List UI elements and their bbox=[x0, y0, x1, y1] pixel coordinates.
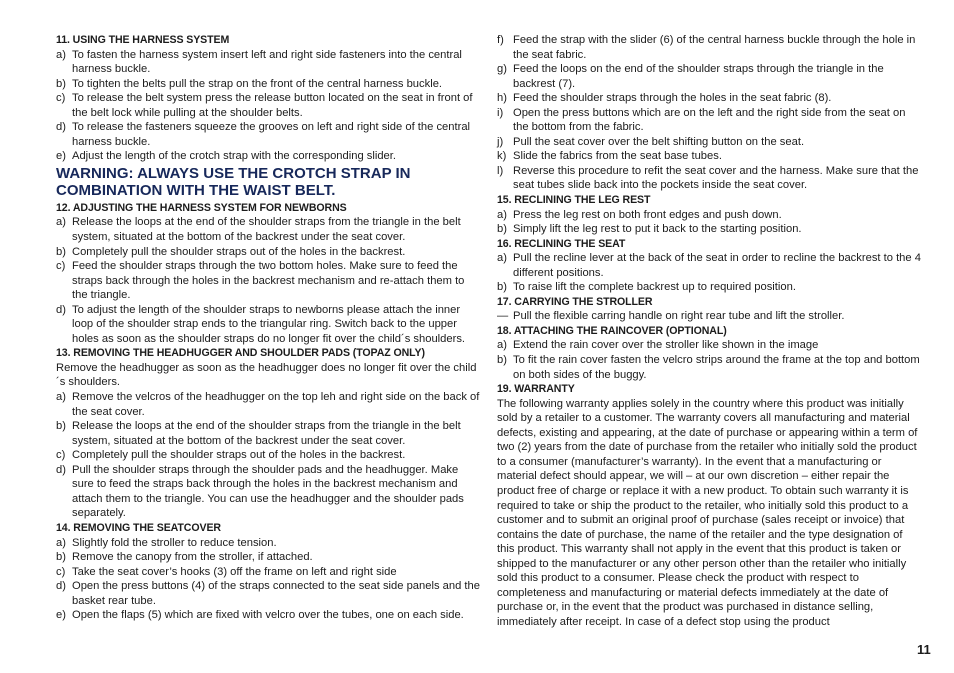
list-item bbox=[56, 259, 480, 303]
section-heading: 13. REMOVING THE HEADHUGGER AND SHOULDER PADS (TOPAZ ONLY) bbox=[56, 347, 425, 360]
list-item-label: i) bbox=[497, 106, 504, 119]
list-item bbox=[497, 251, 921, 280]
list-item-label: a) bbox=[56, 391, 66, 404]
list-item-label: b) bbox=[56, 245, 66, 258]
list-item-text: Slightly fold the stroller to reduce tension. bbox=[72, 536, 277, 549]
list-item-label: a) bbox=[497, 339, 507, 352]
list-item bbox=[497, 309, 921, 324]
list-item bbox=[497, 280, 921, 295]
list-item-label: b) bbox=[497, 223, 507, 236]
list-item-text: Extend the rain cover over the stroller like shown in the image bbox=[513, 339, 819, 352]
warning-heading: WARNING: ALWAYS USE THE CROTCH STRAP IN COMBINATION WITH THE WAIST BELT. bbox=[56, 164, 411, 200]
page-number: 11 bbox=[917, 642, 931, 657]
section-heading: 14. REMOVING THE SEATCOVER bbox=[56, 521, 221, 534]
list-item bbox=[56, 536, 480, 551]
list-item-label: g) bbox=[497, 63, 507, 76]
list-item-text: To adjust the length of the shoulder straps to newborns please attach the inner loop of the shoulder strap ends to the triangular ring. Switch back to the upper holes as soon as the shoulder straps do no longer fit over the child´s shoulders. bbox=[72, 303, 466, 345]
section-heading: 17. CARRYING THE STROLLER bbox=[497, 295, 653, 308]
list-item bbox=[497, 338, 921, 353]
list-item-label: l) bbox=[497, 164, 504, 177]
list-item-label: j) bbox=[497, 135, 504, 148]
list-item-text: Feed the shoulder straps through the holes in the seat fabric (8). bbox=[513, 92, 832, 105]
left-column bbox=[56, 33, 480, 623]
list-item-text: To raise lift the complete backrest up to required position. bbox=[513, 281, 796, 294]
list-item bbox=[56, 77, 480, 92]
list-item-text: Take the seat cover’s hooks (3) off the frame on left and right side bbox=[72, 565, 397, 578]
list-item bbox=[497, 149, 921, 164]
list-item-text: Pull the shoulder straps through the shoulder pads and the headhugger. Make sure to feed the straps back through the holes in the backrest mechanism and attach them to the triangle. You can use the headhugger and the shoulder pads separately. bbox=[72, 463, 464, 520]
list-item-label: — bbox=[497, 310, 509, 323]
list-item-text: Remove the velcros of the headhugger on the top leh and right side on the back of the seat cover. bbox=[72, 391, 480, 418]
list-item-label: c) bbox=[56, 92, 66, 105]
list-item-text: To fasten the harness system insert left and right side fasteners into the central harness buckle. bbox=[72, 48, 462, 76]
list-item bbox=[56, 120, 480, 149]
list-item bbox=[497, 208, 921, 223]
paragraph: Remove the headhugger as soon as the headhugger does no longer fit over the child´s shoulders. bbox=[56, 361, 477, 389]
list-item-label: c) bbox=[56, 449, 66, 462]
list-item-text: Press the leg rest on both front edges and push down. bbox=[513, 208, 782, 221]
list-item-text: Reverse this procedure to refit the seat cover and the harness. Make sure that the seat tubes slide back into the pockets inside the seat cover. bbox=[513, 164, 919, 192]
list-item-text: Adjust the length of the crotch strap with the corresponding slider. bbox=[72, 150, 396, 163]
list-item bbox=[56, 550, 480, 565]
list-item-label: d) bbox=[56, 463, 66, 476]
section-heading: 11. USING THE HARNESS SYSTEM bbox=[56, 34, 230, 46]
list-item-text: Release the loops at the end of the shoulder straps from the triangle in the belt system, situated at the bottom of the backrest under the seat cover. bbox=[72, 216, 461, 244]
list-item-label: d) bbox=[56, 303, 66, 316]
list-item-text: To fit the rain cover fasten the velcro strips around the frame at the top and bottom on both sides of the buggy. bbox=[513, 354, 920, 381]
list-item-label: a) bbox=[56, 48, 66, 61]
list-item-text: Remove the canopy from the stroller, if attached. bbox=[72, 551, 313, 564]
list-item bbox=[56, 303, 480, 347]
list-item-label: a) bbox=[56, 216, 66, 229]
list-item-label: b) bbox=[56, 551, 66, 564]
list-item-label: b) bbox=[497, 354, 507, 367]
list-item-text: Release the loops at the end of the shoulder straps from the triangle in the belt system, situated at the bottom of the backrest under the seat cover. bbox=[72, 420, 461, 447]
list-item bbox=[56, 565, 480, 580]
list-item bbox=[56, 419, 480, 448]
list-item bbox=[497, 135, 921, 150]
list-item-label: f) bbox=[497, 34, 504, 46]
list-item-text: Pull the flexible carring handle on right rear tube and lift the stroller. bbox=[513, 310, 845, 323]
list-item-text: Open the press buttons which are on the left and the right side from the seat on the bottom from the fabric. bbox=[513, 106, 906, 134]
section-heading: 15. RECLINING THE LEG REST bbox=[497, 194, 651, 207]
list-item-label: a) bbox=[56, 536, 66, 549]
list-item-text: Open the press buttons (4) of the straps connected to the seat side panels and the basket rear tube. bbox=[72, 580, 480, 607]
list-item-text: Open the flaps (5) which are fixed with velcro over the tubes, one on each side. bbox=[72, 609, 464, 622]
list-item-label: d) bbox=[56, 121, 66, 134]
list-item bbox=[497, 91, 921, 106]
list-item-text: Completely pull the shoulder straps out of the holes in the backrest. bbox=[72, 245, 406, 258]
list-item bbox=[497, 222, 921, 237]
list-item-text: Simply lift the leg rest to put it back to the starting position. bbox=[513, 223, 802, 236]
list-item bbox=[56, 448, 480, 463]
list-item bbox=[497, 62, 921, 91]
list-item-text: To tighten the belts pull the strap on the front of the central harness buckle. bbox=[72, 77, 443, 90]
list-item-label: c) bbox=[56, 565, 66, 578]
list-item-text: Slide the fabrics from the seat base tubes. bbox=[513, 150, 722, 163]
list-item bbox=[56, 608, 480, 623]
list-item bbox=[56, 463, 480, 521]
list-item-label: a) bbox=[497, 208, 507, 221]
section-heading: 12. ADJUSTING THE HARNESS SYSTEM FOR NEWBORNS bbox=[56, 201, 347, 214]
list-item bbox=[56, 149, 480, 164]
section-heading: 16. RECLINING THE SEAT bbox=[497, 237, 626, 250]
list-item-label: a) bbox=[497, 252, 507, 265]
list-item bbox=[56, 215, 480, 244]
list-item-text: To release the fasteners squeeze the grooves on left and right side of the central harness buckle. bbox=[72, 121, 471, 148]
section-heading: 18. ATTACHING THE RAINCOVER (OPTIONAL) bbox=[497, 324, 727, 337]
list-item-text: Completely pull the shoulder straps out of the holes in the backrest. bbox=[72, 449, 406, 462]
list-item-text: Feed the shoulder straps through the two bottom holes. Make sure to feed the straps back through the holes in the backrest mechanism and re-attach them to the triangle. bbox=[72, 260, 465, 302]
list-item bbox=[497, 106, 921, 135]
list-item-label: d) bbox=[56, 580, 66, 593]
list-item-label: k) bbox=[497, 150, 507, 163]
list-item-label: b) bbox=[497, 281, 507, 294]
list-item-text: To release the belt system press the release button located on the seat in front of the belt lock while pulling at the shoulder belts. bbox=[72, 92, 473, 119]
list-item bbox=[56, 91, 480, 120]
list-item-text: Feed the loops on the end of the shoulder straps through the triangle in the backrest (7). bbox=[513, 63, 884, 90]
list-item bbox=[497, 164, 921, 193]
list-item-label: e) bbox=[56, 609, 66, 622]
right-column bbox=[497, 33, 921, 629]
list-item-text: Pull the seat cover over the belt shifting button on the seat. bbox=[513, 135, 805, 148]
list-item bbox=[497, 33, 921, 62]
list-item bbox=[497, 353, 921, 382]
list-item bbox=[56, 390, 480, 419]
list-item-label: b) bbox=[56, 77, 66, 90]
list-item-label: e) bbox=[56, 150, 66, 163]
list-item bbox=[56, 48, 480, 77]
list-item-label: b) bbox=[56, 420, 66, 433]
list-item bbox=[56, 579, 480, 608]
list-item-label: h) bbox=[497, 92, 507, 105]
section-heading: 19. WARRANTY bbox=[497, 383, 575, 396]
list-item-text: Pull the recline lever at the back of the seat in order to recline the backrest to the 4 different positions. bbox=[513, 252, 921, 279]
list-item bbox=[56, 245, 480, 260]
list-item-label: c) bbox=[56, 260, 66, 273]
list-item-text: Feed the strap with the slider (6) of the central harness buckle through the hole in the seat fabric. bbox=[513, 34, 916, 61]
paragraph: The following warranty applies solely in the country where this product was initially sold by a retailer to a customer. The warranty covers all manufacturing and material defects, existing and appearing, at the date of purchase or appearing within a term of two (2) years from the date of purchase from the retailer who initially sold the product to a consumer (manufacturer’s warranty). In the event that a manufacturing or material defect should appear, we will – at our own discretion – either repair the product free of charge or replace it with a new product. To obtain such warranty it is required to take or ship the product to the retailer, who initially sold this product to a customer and to submit an original proof of purchase (sales receipt or invoice) that contains the date of purchase, the name of the retailer and the type designation of this product. This warranty shall not apply in the event that this product is taken or shipped to the manufacturer or any other person other than the retailer who initially sold this product to a consumer. Please check the product with respect to completeness and manufacturing or material defects immediately at the date of purchase or, in the event that the product was purchased in distance selling, immediately after receipt. In case of a defect stop using the product bbox=[497, 397, 918, 628]
